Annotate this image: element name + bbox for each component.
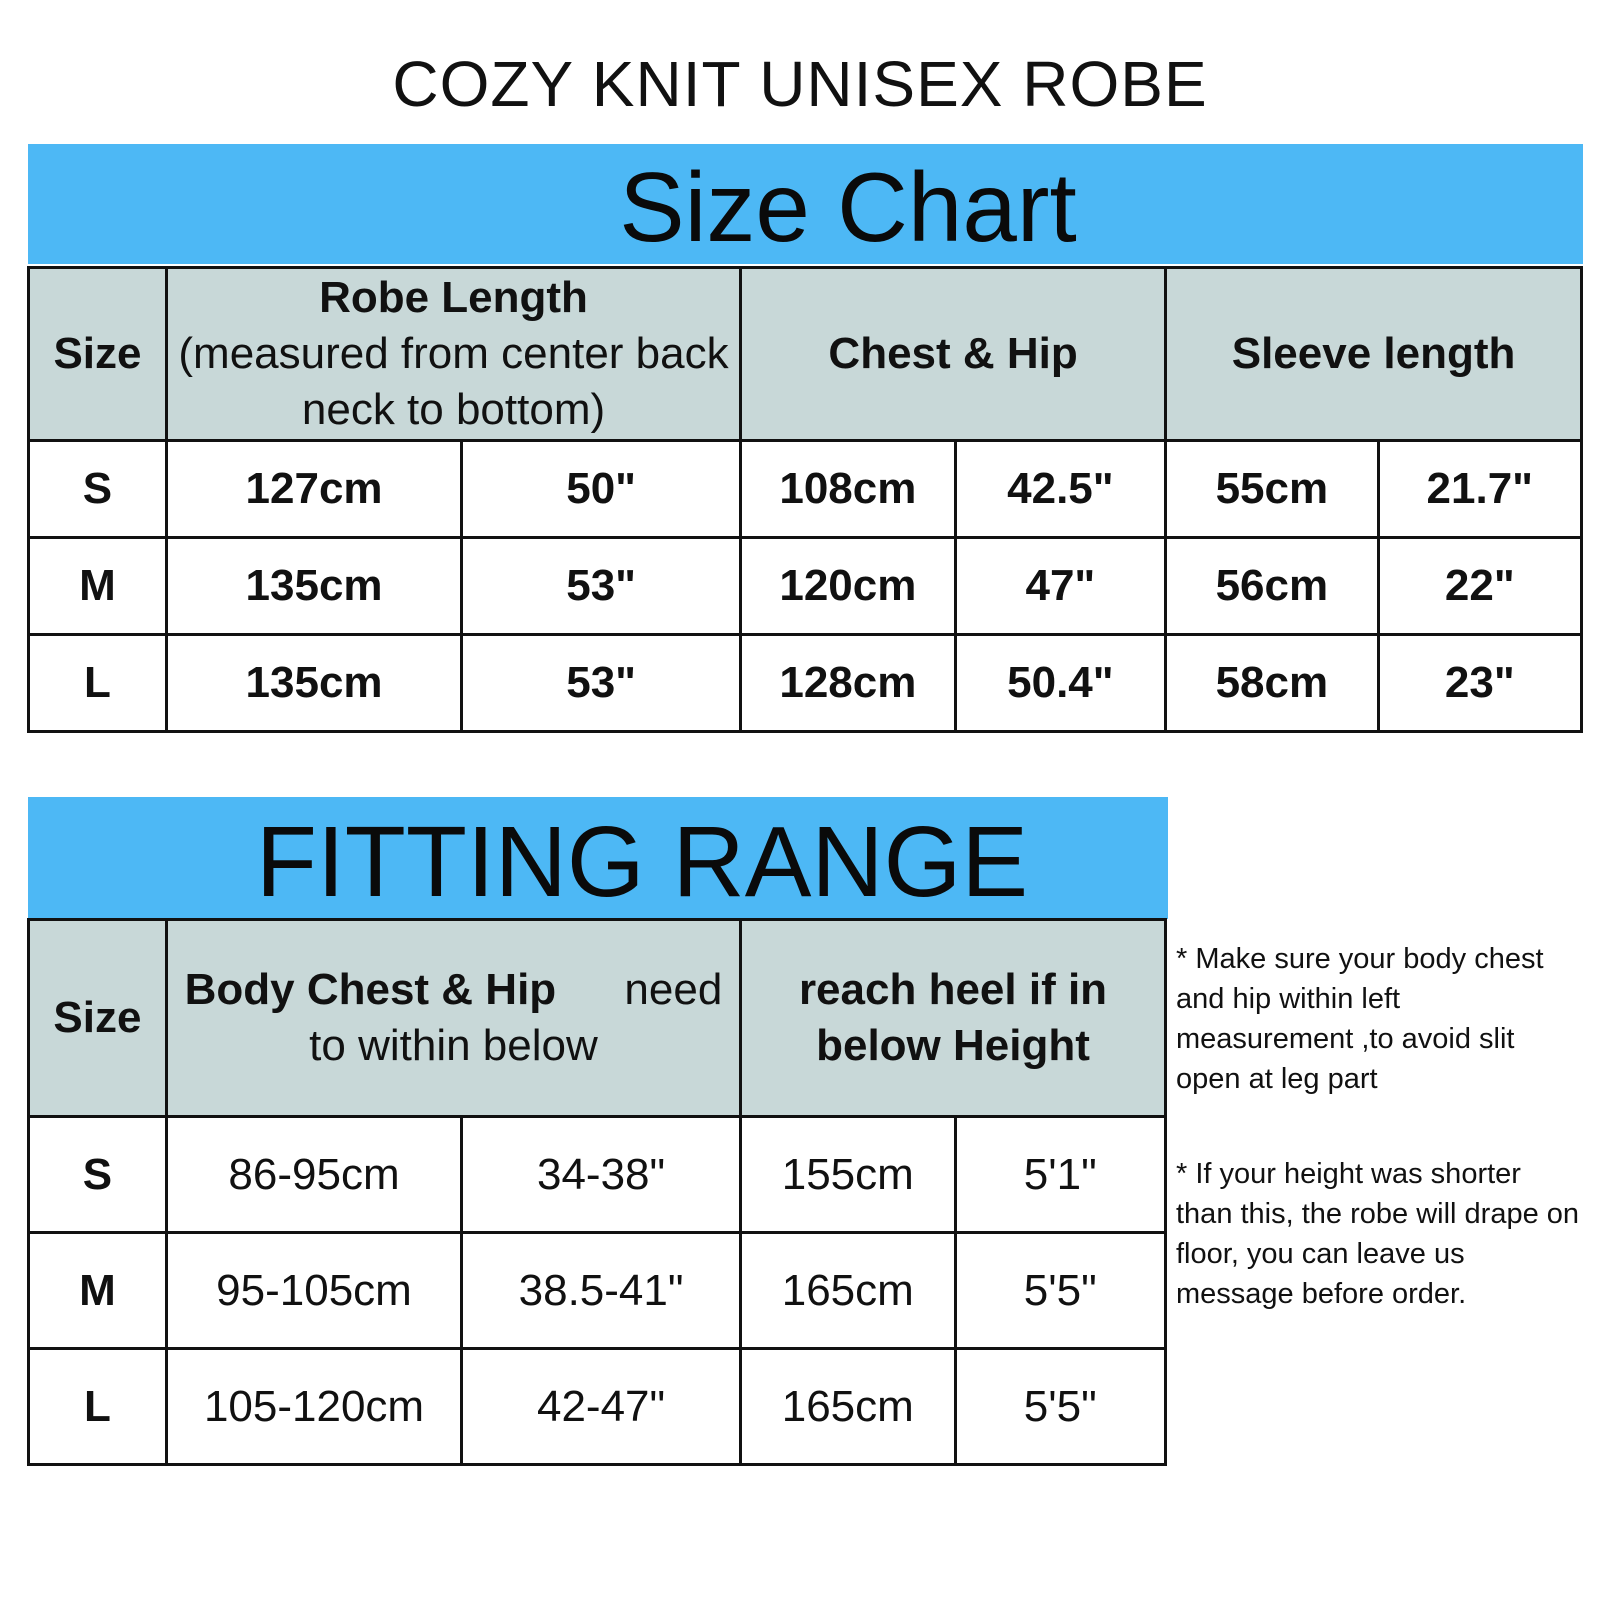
body-chest-hip-header (166, 920, 740, 1117)
chest-hip-in: 50.4" (955, 635, 1165, 732)
sleeve-length-cm: 55cm (1166, 441, 1379, 538)
height-cm: 155cm (741, 1117, 956, 1233)
chest-hip-in: 47" (955, 538, 1165, 635)
fitting-range-table (27, 918, 1167, 1466)
chest-hip-in: 42.5" (955, 441, 1165, 538)
size-label: M (29, 538, 167, 635)
fitting-range-heading: FITTING RANGE (255, 806, 1029, 918)
size-label: S (29, 1117, 167, 1233)
robe-length-cm: 135cm (166, 635, 461, 732)
body-chest-hip-title: Body Chest & Hip (184, 965, 557, 1014)
size-chart-header-row (29, 268, 1582, 441)
table-row (29, 1349, 1166, 1465)
table-row (29, 441, 1582, 538)
robe-length-title: Robe Length (319, 273, 588, 322)
robe-length-cm: 127cm (166, 441, 461, 538)
size-chart-table (27, 266, 1583, 733)
chest-hip-cm: 120cm (741, 538, 956, 635)
fitting-range-banner (28, 797, 1168, 919)
chest-hip-cm: 108cm (741, 441, 956, 538)
body-chest-hip-in: 34-38" (462, 1117, 741, 1233)
sleeve-length-cm: 58cm (1166, 635, 1379, 732)
size-label: S (29, 441, 167, 538)
table-row (29, 1117, 1166, 1233)
sleeve-length-in: 22" (1378, 538, 1581, 635)
height-header-text: reach heel if in below Height (798, 965, 1108, 1070)
height-cm: 165cm (741, 1349, 956, 1465)
chest-hip-cm: 128cm (741, 635, 956, 732)
fit-note-chest-hip: * Make sure your body chest and hip within left measurement ,to avoid slit open at leg part (1176, 943, 1544, 1095)
body-chest-hip-need: need (624, 965, 723, 1014)
fitting-range-header-row (29, 920, 1166, 1117)
size-header: Size (29, 920, 167, 1117)
body-chest-hip-cm: 105-120cm (166, 1349, 461, 1465)
robe-length-in: 50" (462, 441, 741, 538)
robe-length-header (166, 268, 740, 441)
robe-length-cm: 135cm (166, 538, 461, 635)
robe-length-in: 53" (462, 538, 741, 635)
sleeve-length-in: 23" (1378, 635, 1581, 732)
table-row (29, 538, 1582, 635)
robe-length-subtitle: (measured from center back neck to bottom) (178, 329, 729, 434)
sleeve-length-in: 21.7" (1378, 441, 1581, 538)
body-chest-hip-cm: 95-105cm (166, 1233, 461, 1349)
size-label: L (29, 1349, 167, 1465)
body-chest-hip-line-2: to within below (309, 1021, 598, 1070)
height-header (741, 920, 1166, 1117)
fit-note-height: * If your height was shorter than this, the robe will drape on floor, you can leave us message before order. (1176, 1158, 1580, 1310)
size-chart-banner (28, 144, 1583, 264)
body-chest-hip-cm: 86-95cm (166, 1117, 461, 1233)
height-ft: 5'5" (955, 1349, 1165, 1465)
table-row (29, 635, 1582, 732)
sleeve-length-cm: 56cm (1166, 538, 1379, 635)
body-chest-hip-in: 38.5-41" (462, 1233, 741, 1349)
size-label: L (29, 635, 167, 732)
size-chart-heading: Size Chart (619, 152, 1077, 262)
body-chest-hip-in: 42-47" (462, 1349, 741, 1465)
size-label: M (29, 1233, 167, 1349)
size-header: Size (29, 268, 167, 441)
height-ft: 5'1" (955, 1117, 1165, 1233)
product-title: COZY KNIT UNISEX ROBE (392, 48, 1208, 120)
chest-hip-header: Chest & Hip (741, 268, 1166, 441)
height-ft: 5'5" (955, 1233, 1165, 1349)
table-row (29, 1233, 1166, 1349)
sleeve-length-header: Sleeve length (1166, 268, 1582, 441)
height-cm: 165cm (741, 1233, 956, 1349)
robe-length-in: 53" (462, 635, 741, 732)
body-chest-hip-line-1 (168, 962, 739, 1018)
